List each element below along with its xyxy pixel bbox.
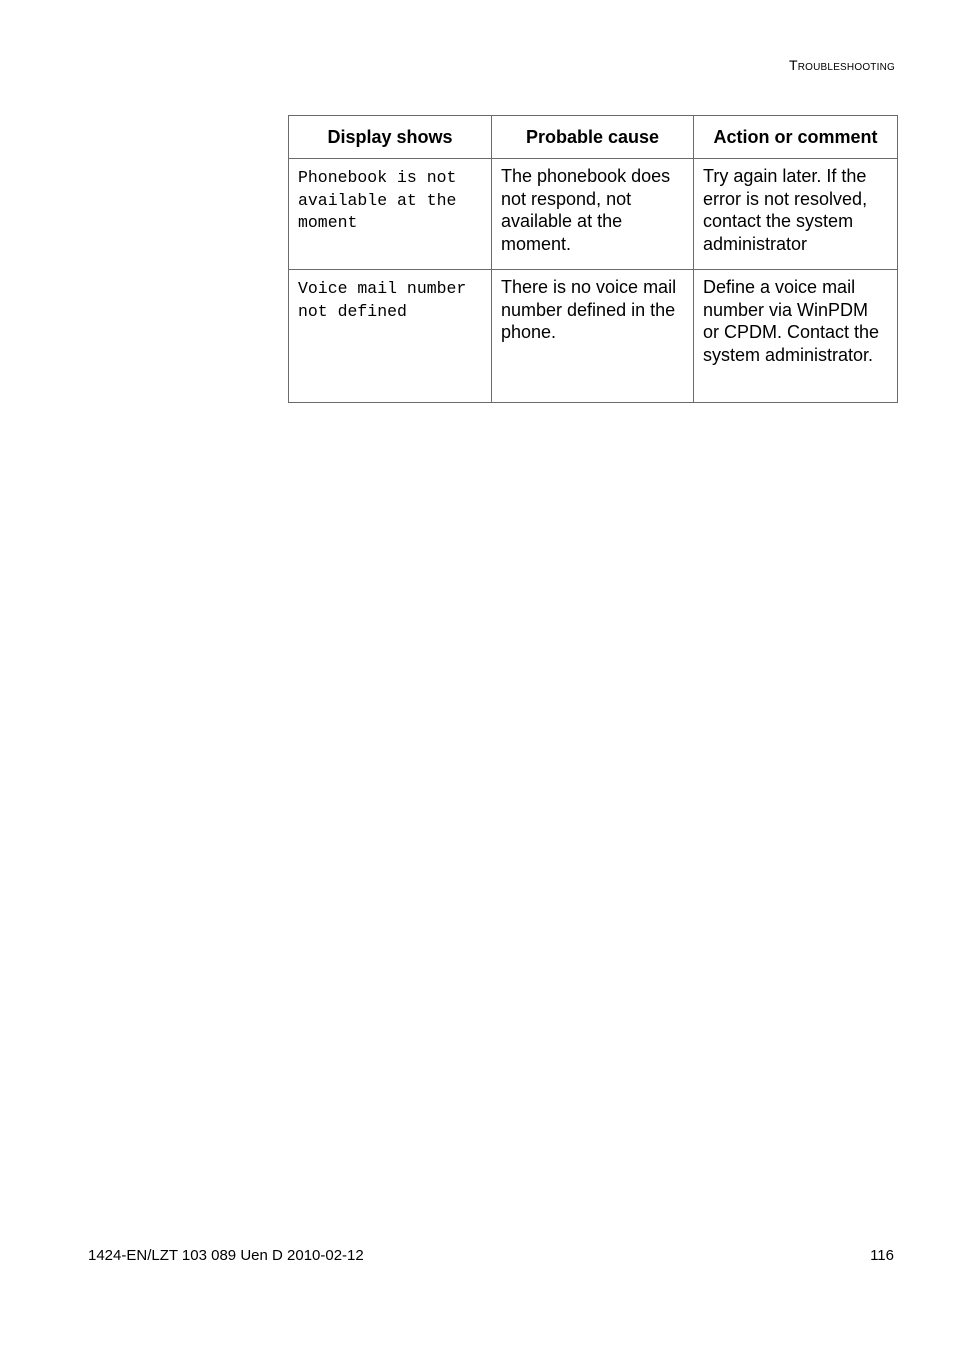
page-number: 116 xyxy=(870,1247,894,1264)
column-header-probable-cause: Probable cause xyxy=(492,116,694,159)
table-row xyxy=(289,159,898,270)
running-header: Troubleshooting xyxy=(788,57,895,73)
column-header-action-or-comment: Action or comment xyxy=(694,116,898,159)
column-header-display-shows: Display shows xyxy=(289,116,492,159)
display-message-cell: Voice mail number not defined xyxy=(289,270,492,403)
troubleshooting-table xyxy=(288,115,898,403)
action-comment-cell: Define a voice mail number via WinPDM or CPDM. Contact the system administrator. xyxy=(694,270,898,403)
action-comment-cell: Try again later. If the error is not resolved, contact the system administrator xyxy=(694,159,898,270)
document-id: 1424-EN/LZT 103 089 Uen D 2010-02-12 xyxy=(88,1247,364,1264)
display-message-cell: Phonebook is not available at the moment xyxy=(289,159,492,270)
probable-cause-cell: There is no voice mail number defined in the phone. xyxy=(492,270,694,403)
table-row xyxy=(289,270,898,403)
probable-cause-cell: The phonebook does not respond, not available at the moment. xyxy=(492,159,694,270)
table-header-row xyxy=(289,116,898,159)
